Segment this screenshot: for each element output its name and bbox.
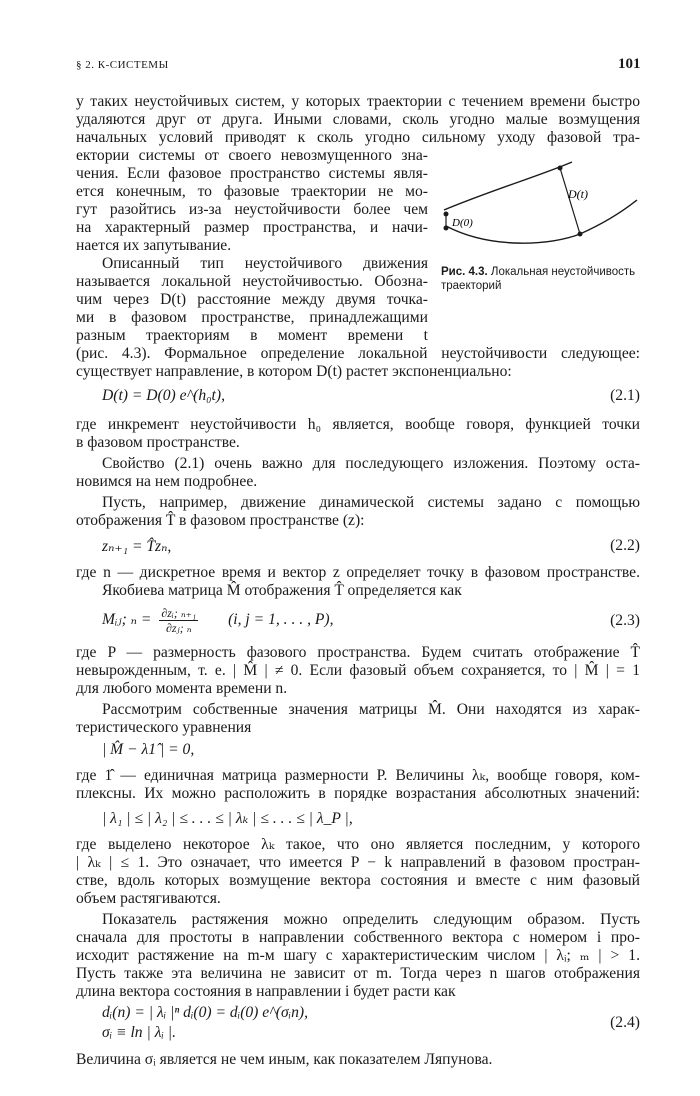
text-line: ектории системы от своего невозмущенного зна- [76, 147, 428, 164]
text-line: нается их запутывание. [76, 237, 232, 254]
trajectory-point [578, 232, 583, 237]
text-line: Рассмотрим собственные значения матрицы M̂. Они находятся из харак- [102, 701, 640, 718]
text-line: где инкремент неустойчивости h₀ является, вообще говоря, функцией точки [76, 416, 640, 433]
text-line: плексны. Их можно расположить в порядке возрастания абсолютных значений: [76, 785, 640, 802]
trajectory-point [558, 166, 563, 171]
figure-caption [441, 265, 651, 293]
running-header: § 2. К-СИСТЕМЫ [76, 59, 169, 71]
text-line: Якобиева матрица M̂ отображения T̂ определяется как [102, 582, 462, 599]
label-dt: D(t) [568, 187, 588, 201]
text-line: Пусть также эта величина не зависит от m. Тогда через n шагов отображения [76, 965, 640, 982]
trajectory-point [444, 226, 449, 231]
text-line: Величина σᵢ является не чем иным, как показателем Ляпунова. [76, 1051, 493, 1068]
equation-2-3 [102, 606, 333, 635]
text-line: | λₖ | ≤ 1. Это означает, что имеется P − k направлений в фазовом простран- [76, 854, 640, 871]
text-line: новимся на нем подробнее. [76, 473, 258, 490]
text-line: сначала для простоты в направлении собственного вектора с номером i про- [76, 929, 640, 946]
text-line: (рис. 4.3). Формальное определение локальной неустойчивости следующее: [76, 345, 640, 362]
caption-title: Рис. 4.3. [441, 266, 488, 278]
text-line: для любого момента времени n. [76, 680, 288, 697]
text-line: где выделено некоторое λₖ такое, что оно является последним, у которого [76, 836, 640, 853]
text-line: ми в фазовом пространстве, принадлежащими [76, 309, 428, 326]
text-line: стве, вдоль которых возмущение вектора состояния и вместе с ним фазовый [76, 872, 640, 889]
text-line: где P — размерность фазового пространства. Будем считать отображение T̂ [76, 644, 640, 661]
text-line: невырожденным, т. е. | M̂ | ≠ 0. Если фазовый объем сохраняется, то | M̂ | = 1 [76, 662, 640, 679]
text-line: называется локальной неустойчивостью. Обозна- [76, 273, 428, 290]
trajectory-point [444, 212, 449, 217]
characteristic-equation: | M̂ − λ1̂ | = 0, [102, 741, 195, 758]
text-line: чения. Если фазовое пространство системы явля- [76, 165, 428, 182]
fraction-numerator: ∂zᵢ; ₙ₊₁ [161, 606, 197, 620]
equation-number: (2.3) [610, 612, 640, 629]
jacobian-fraction [159, 606, 198, 635]
text-line: отображения T̂ в фазовом пространстве (z): [76, 512, 365, 529]
text-line: где 1̂ — единичная матрица размерности P. Величины λₖ, вообще говоря, ком- [76, 767, 640, 784]
equation-number: (2.1) [610, 387, 640, 404]
text-line: исходит растяжение на m-м шагу с характеристическим числом | λᵢ; ₘ | > 1. [76, 947, 640, 964]
distance-segment [560, 168, 580, 234]
text-line: объем растягиваются. [76, 890, 221, 907]
equation-number: (2.4) [610, 1014, 640, 1031]
trajectory-curve-lower [446, 200, 637, 243]
fraction-denominator: ∂zⱼ; ₙ [165, 621, 192, 635]
text-line: начальных условий приводят к сколь угодно сильному уходу фазовой тра- [76, 129, 640, 146]
label-d0: D(0) [452, 217, 473, 229]
equation-2-1: D(t) = D(0) e^(h₀t), [102, 387, 225, 404]
text-line: длина вектора состояния в направлении i будет расти как [76, 983, 456, 1000]
text-line: гут разойтись из-за неустойчивости более чем [76, 201, 428, 218]
caption-text: Локальная неустойчивость траекторий [441, 266, 636, 292]
equation-2-2: zₙ₊₁ = T̂zₙ, [102, 538, 172, 555]
text-line: разным траекториям в момент времени t [76, 327, 428, 344]
eigenvalue-ordering: | λ₁ | ≤ | λ₂ | ≤ . . . ≤ | λₖ | ≤ . . . ≤ | λ_P |, [102, 810, 353, 827]
text-line: ется конечным, то фазовые траектории не мо- [76, 183, 428, 200]
text-line: удаляются друг от друга. Иными словами, сколь угодно малые возмущения [76, 111, 640, 128]
text-line: чим через D(t) расстояние между двумя точка- [76, 291, 428, 308]
text-line: у таких неустойчивых систем, у которых траектории с течением времени быстро [76, 93, 640, 110]
page-number: 101 [618, 56, 641, 72]
text-line: Пусть, например, движение динамической системы задано с помощью [102, 494, 640, 511]
text-line: Описанный тип неустойчивого движения [102, 255, 428, 272]
text-line: на характерный размер пространства, и начи- [76, 219, 428, 236]
equation-2-4a: dᵢ(n) = | λᵢ |ⁿ dᵢ(0) = dᵢ(0) e^(σᵢn), [102, 1004, 309, 1021]
text-line: в фазовом пространстве. [76, 434, 240, 451]
trajectory-curve-upper [444, 162, 572, 210]
text-line: Свойство (2.1) очень важно для последующего изложения. Поэтому оста- [102, 455, 640, 472]
text-line: где n — дискретное время и вектор z определяет точку в фазовом пространстве. [76, 564, 640, 581]
text-line: Показатель растяжения можно определить следующим образом. Пусть [102, 911, 640, 928]
jacobian-lhs: Mᵢⱼ; ₙ = [102, 611, 152, 629]
jacobian-range: (i, j = 1, . . . , P), [228, 611, 334, 629]
equation-number: (2.2) [610, 537, 640, 554]
text-line: существует направление, в котором D(t) растет экспоненциально: [76, 363, 512, 380]
trajectory-figure [432, 150, 652, 250]
equation-2-4b: σᵢ ≡ ln | λᵢ |. [102, 1024, 176, 1041]
text-line: теристического уравнения [76, 719, 252, 736]
